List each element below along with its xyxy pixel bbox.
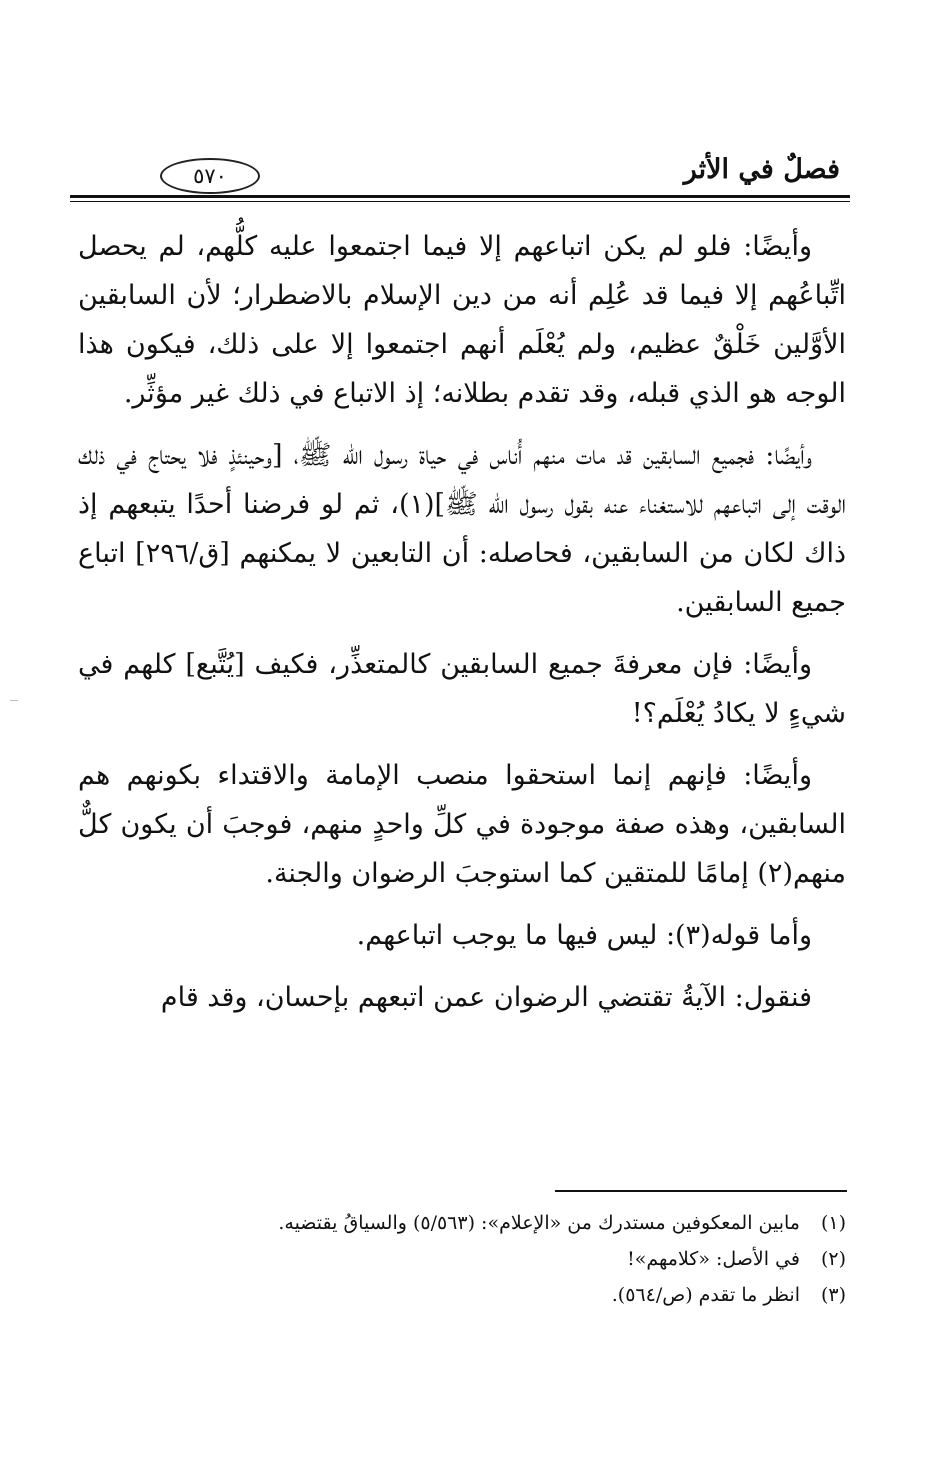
paragraph-4: وأيضًا: فإنهم إنما استحقوا منصب الإمامة والاقتداء بكونهم هم السابقين، وهذه صفة موجودة في كلِّ واحدٍ منهم، فوجبَ أن يكون كلٌّ منهم(٢) إمامًا للمتقين كما استوجبَ الرضوان والجنة.	[78, 760, 846, 889]
header-rule-thick	[70, 195, 850, 198]
paragraph-6: فنقول: الآيةُ تقتضي الرضوان عمن اتبعهم بإحسان، وقد قام	[160, 982, 812, 1013]
paragraph-3: وأيضًا: فإن معرفةَ جميع السابقين كالمتعذِّر، فكيف [يُتَّبع] كلهم في شيءٍ لا يكادُ يُعْلَم؟!	[78, 649, 846, 729]
page-number: ٥٧٠	[160, 158, 260, 194]
footnote-2	[120, 1241, 846, 1277]
footnote-text: انظر ما تقدم (ص/٥٦٤).	[611, 1284, 800, 1306]
header-rule-thin	[70, 201, 850, 202]
footnote-text: مابين المعكوفين مستدرك من «الإعلام»: (٥/٥٦٣) والسياقُ يقتضيه.	[278, 1212, 800, 1234]
paragraph-5: وأما قوله(٣): ليس فيها ما يوجب اتباعهم.	[356, 920, 812, 951]
paragraph-2: وأيضًا: فجميع السابقين قد مات منهم أُناس في حياة رسول الله ﷺ، [وحينئذٍ فلا يحتاج في ذلك الوقت إلى اتباعهم للاستغناء عنه بقول رسول الله ﷺ](١)، ثم لو فرضنا أحدًا يتبعهم إذ ذاك لكان من السابقين، فحاصله: أن التابعين لا يمكنهم [ق/٢٩٦] اتباع جميع السابقين.	[78, 440, 846, 618]
footnote-number: (١)	[820, 1212, 846, 1234]
footnote-number: (٢)	[820, 1248, 846, 1270]
paragraph-1: وأيضًا: فلو لم يكن اتباعهم إلا فيما اجتمعوا عليه كلُّهم، لم يحصل اتِّباعُهم إلا فيما قد عُلِم أنه من دين الإسلام بالاضطرار؛ لأن السابقين الأوَّلين خَلْقٌ عظيم، ولم يُعْلَم أنهم اجتمعوا إلا على ذلك، فيكون هذا الوجه هو الذي قبله، وقد تقدم بطلانه؛ إذ الاتباع في ذلك غير مؤثِّر.	[78, 231, 846, 409]
running-title: فصلٌ في الأثر	[683, 154, 840, 185]
footnote-text: في الأصل: «كلامهم»!	[627, 1248, 800, 1270]
footnote-3	[120, 1277, 846, 1313]
scan-mark	[10, 700, 18, 701]
page-header	[70, 152, 850, 198]
footnote-number: (٣)	[820, 1284, 846, 1306]
footnotes	[120, 1205, 846, 1313]
footnote-1	[120, 1205, 846, 1241]
body-text	[78, 222, 846, 1035]
footnote-separator	[555, 1190, 847, 1192]
